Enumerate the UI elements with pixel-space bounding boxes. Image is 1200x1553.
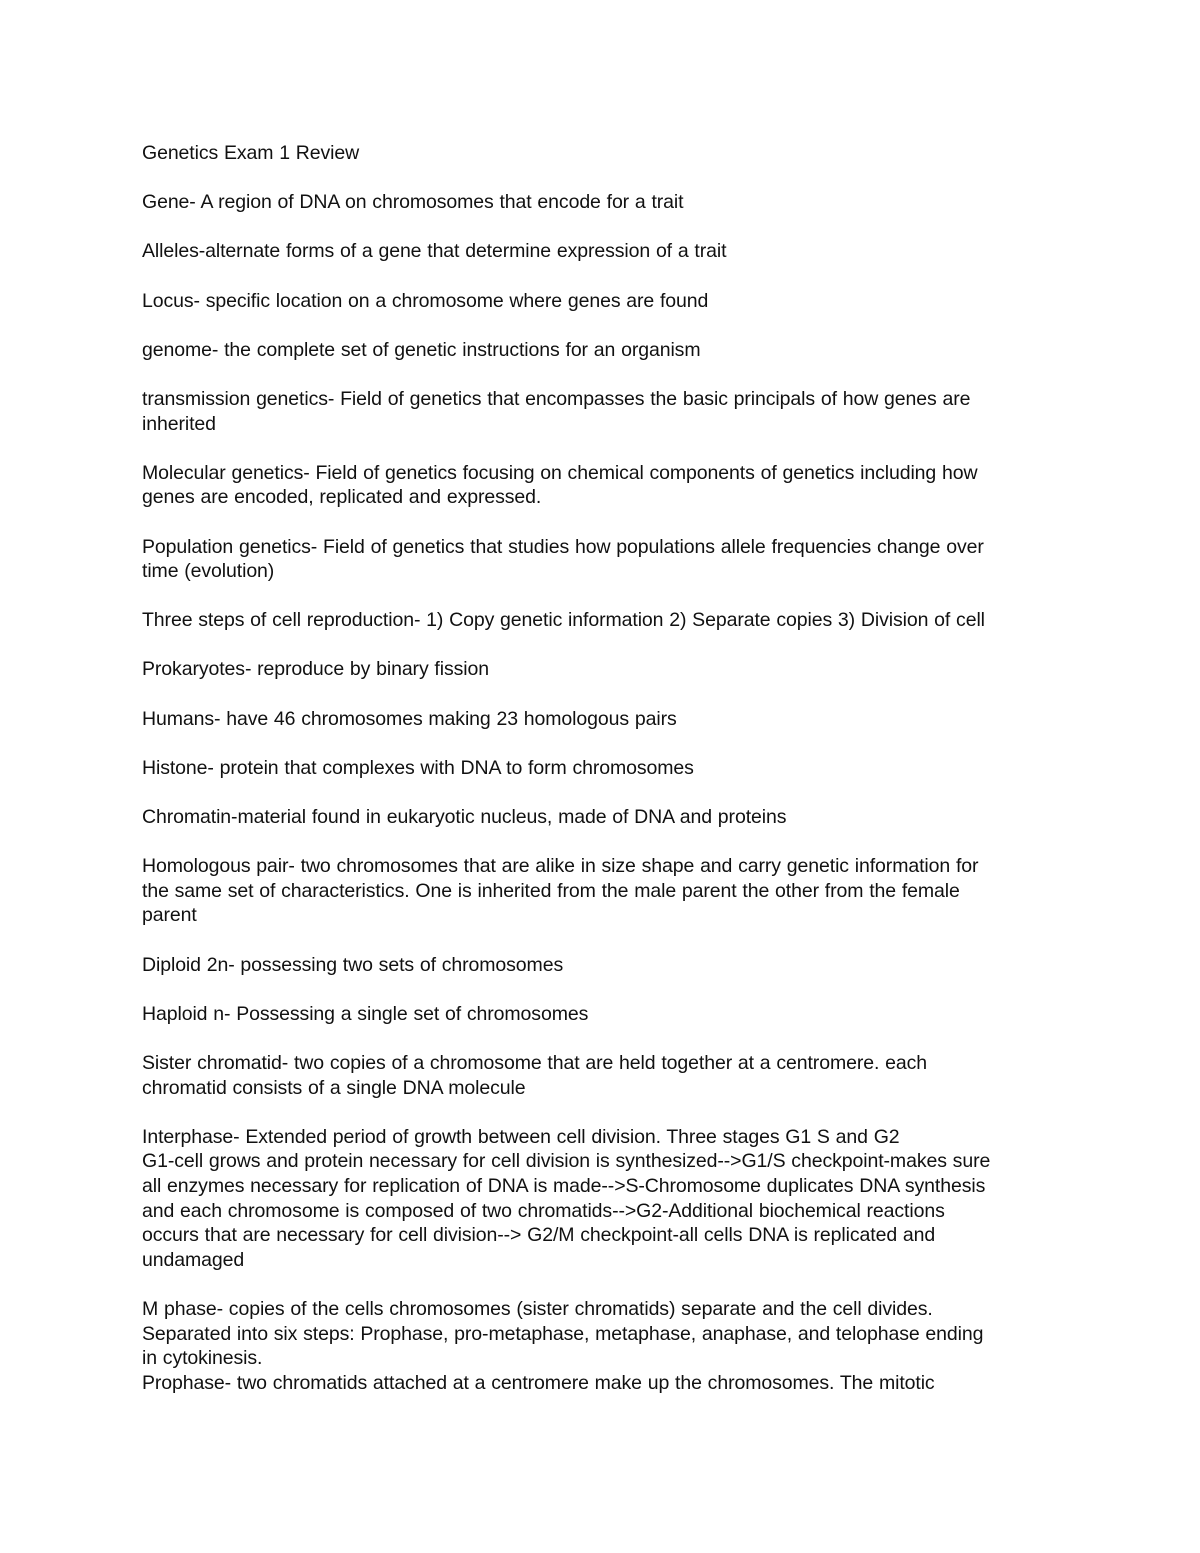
text-line: the same set of characteristics. One is inherited from the male parent the other from the female — [142, 879, 960, 902]
text-line: Chromatin-material found in eukaryotic nucleus, made of DNA and proteins — [142, 806, 787, 829]
text-line: Gene- A region of DNA on chromosomes that encode for a trait — [142, 191, 684, 214]
paragraph — [142, 239, 1072, 264]
text-line: chromatid consists of a single DNA molecule — [142, 1076, 526, 1099]
text-line: time (evolution) — [142, 560, 275, 583]
text-line: Homologous pair- two chromosomes that are alike in size shape and carry genetic information for — [142, 855, 979, 878]
paragraph — [142, 805, 1072, 830]
paragraph — [142, 535, 1072, 584]
text-line: Diploid 2n- possessing two sets of chromosomes — [142, 953, 564, 976]
paragraph — [142, 756, 1072, 781]
paragraph — [142, 1125, 1072, 1273]
text-line: occurs that are necessary for cell division--> G2/M checkpoint-all cells DNA is replicated and — [142, 1224, 936, 1247]
paragraph — [142, 387, 1072, 436]
text-line: Humans- have 46 chromosomes making 23 homologous pairs — [142, 707, 677, 730]
text-line: Separated into six steps: Prophase, pro-metaphase, metaphase, anaphase, and telophase ending — [142, 1322, 984, 1345]
text-line: Alleles-alternate forms of a gene that determine expression of a trait — [142, 240, 727, 263]
text-line: Haploid n- Possessing a single set of chromosomes — [142, 1002, 589, 1025]
paragraph — [142, 1297, 1072, 1395]
text-line: genes are encoded, replicated and expressed. — [142, 486, 542, 509]
paragraph — [142, 338, 1072, 363]
text-line: parent — [142, 904, 197, 927]
text-line: Prokaryotes- reproduce by binary fission — [142, 658, 489, 681]
paragraph — [142, 1051, 1072, 1100]
paragraph — [142, 707, 1072, 732]
paragraph — [142, 190, 1072, 215]
text-line: Population genetics- Field of genetics that studies how populations allele frequencies change over — [142, 535, 984, 558]
document-title: Genetics Exam 1 Review — [142, 142, 360, 164]
paragraph — [142, 854, 1072, 928]
text-line: and each chromosome is composed of two chromatids-->G2-Additional biochemical reactions — [142, 1199, 945, 1222]
paragraph — [142, 953, 1072, 978]
text-line: all enzymes necessary for replication of DNA is made-->S-Chromosome duplicates DNA synthesis — [142, 1174, 986, 1197]
text-line: Locus- specific location on a chromosome where genes are found — [142, 289, 709, 312]
text-line: Prophase- two chromatids attached at a centromere make up the chromosomes. The mitotic — [142, 1371, 935, 1394]
paragraph — [142, 289, 1072, 314]
paragraph — [142, 1002, 1072, 1027]
paragraph — [142, 461, 1072, 510]
paragraph — [142, 657, 1072, 682]
text-line: Molecular genetics- Field of genetics focusing on chemical components of genetics including how — [142, 461, 978, 484]
text-line: undamaged — [142, 1248, 245, 1271]
text-line: G1-cell grows and protein necessary for cell division is synthesized-->G1/S checkpoint-makes sure — [142, 1150, 991, 1173]
text-line: Interphase- Extended period of growth between cell division. Three stages G1 S and G2 — [142, 1125, 900, 1148]
paragraph — [142, 608, 1072, 633]
text-line: in cytokinesis. — [142, 1347, 263, 1370]
text-line: Sister chromatid- two copies of a chromosome that are held together at a centromere. each — [142, 1051, 927, 1074]
text-line: Three steps of cell reproduction- 1) Copy genetic information 2) Separate copies 3) Division of cell — [142, 609, 985, 632]
paragraph-list — [142, 190, 1072, 1395]
text-line: genome- the complete set of genetic instructions for an organism — [142, 338, 701, 361]
text-line: M phase- copies of the cells chromosomes (sister chromatids) separate and the cell divides. — [142, 1297, 933, 1320]
text-line: Histone- protein that complexes with DNA to form chromosomes — [142, 756, 694, 779]
text-line: inherited — [142, 412, 216, 435]
text-line: transmission genetics- Field of genetics that encompasses the basic principals of how genes are — [142, 387, 971, 410]
document-body — [142, 141, 1072, 1395]
